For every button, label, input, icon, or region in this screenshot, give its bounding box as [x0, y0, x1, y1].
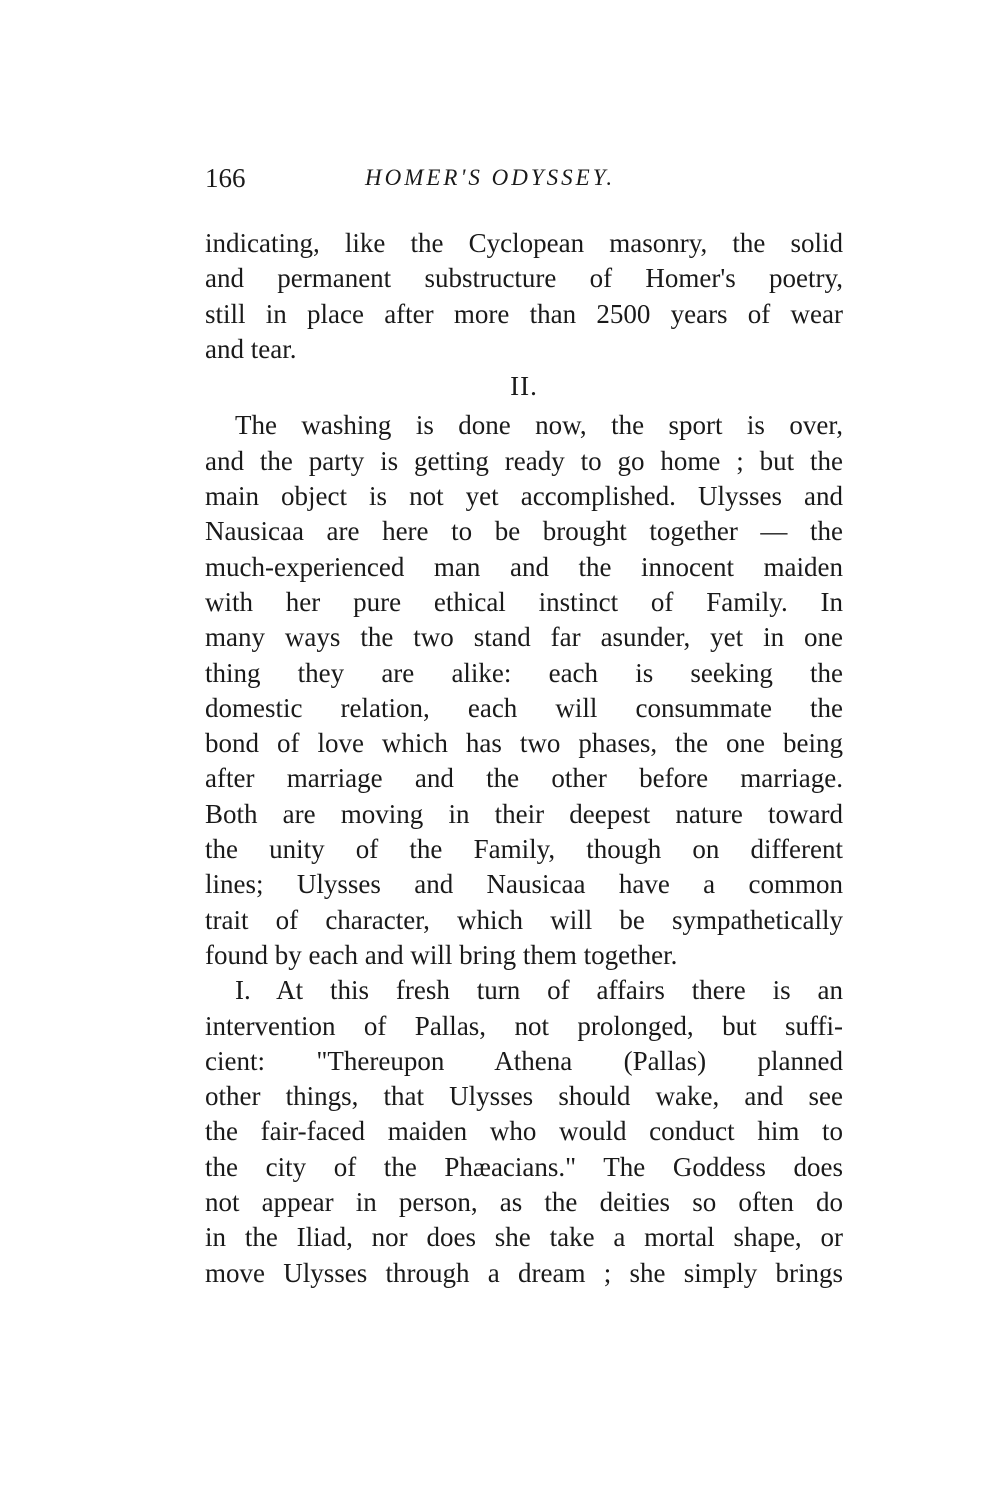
text-line: not appear in person, as the deities so often do: [205, 1187, 843, 1218]
text-line: The washing is done now, the sport is over,: [235, 410, 843, 441]
text-line: other things, that Ulysses should wake, and see: [205, 1081, 843, 1112]
text-line: trait of character, which will be sympathetically: [205, 904, 843, 935]
paragraph: [205, 408, 843, 973]
text-line: the unity of the Family, though on different: [205, 834, 843, 865]
paragraph-continued: [205, 226, 843, 367]
paragraph: [205, 973, 843, 1291]
text-line: and tear.: [205, 333, 297, 364]
text-line: much-experienced man and the innocent maiden: [205, 551, 843, 582]
page-number: 166: [205, 163, 246, 193]
text-line: lines; Ulysses and Nausicaa have a common: [205, 869, 843, 900]
text-line: cient: "Thereupon Athena (Pallas) planned: [205, 1045, 843, 1076]
running-head: HOMER'S ODYSSEY.: [365, 165, 616, 190]
text-line: thing they are alike: each is seeking the: [205, 657, 843, 688]
text-line: in the Iliad, nor does she take a mortal shape, or: [205, 1222, 843, 1253]
text-line: intervention of Pallas, not prolonged, but suffi-: [205, 1010, 843, 1041]
text-line: indicating, like the Cyclopean masonry, the solid: [205, 228, 843, 258]
text-line: Nausicaa are here to be brought together — the: [205, 516, 843, 547]
page-header: [205, 163, 845, 199]
section-heading: II.: [510, 371, 538, 402]
text-line: domestic relation, each will consummate the: [205, 692, 843, 723]
text-line: and permanent substructure of Homer's poetry,: [205, 263, 843, 294]
text-line: bond of love which has two phases, the one being: [205, 728, 843, 759]
text-line: move Ulysses through a dream ; she simply brings: [205, 1257, 843, 1288]
text-line: the fair-faced maiden who would conduct him to: [205, 1116, 843, 1147]
text-line: main object is not yet accomplished. Ulysses and: [205, 481, 843, 512]
body-text: [205, 226, 843, 1291]
text-line: found by each and will bring them together.: [205, 939, 678, 970]
text-line: still in place after more than 2500 years of wear: [205, 298, 843, 329]
text-line: I. At this fresh turn of affairs there is an: [235, 975, 843, 1006]
text-line: after marriage and the other before marriage.: [205, 763, 843, 794]
text-line: Both are moving in their deepest nature toward: [205, 798, 843, 829]
text-line: with her pure ethical instinct of Family. In: [205, 586, 843, 617]
text-line: and the party is getting ready to go home ; but the: [205, 445, 843, 476]
text-line: many ways the two stand far asunder, yet in one: [205, 622, 843, 653]
text-line: the city of the Phæacians." The Goddess does: [205, 1151, 843, 1182]
